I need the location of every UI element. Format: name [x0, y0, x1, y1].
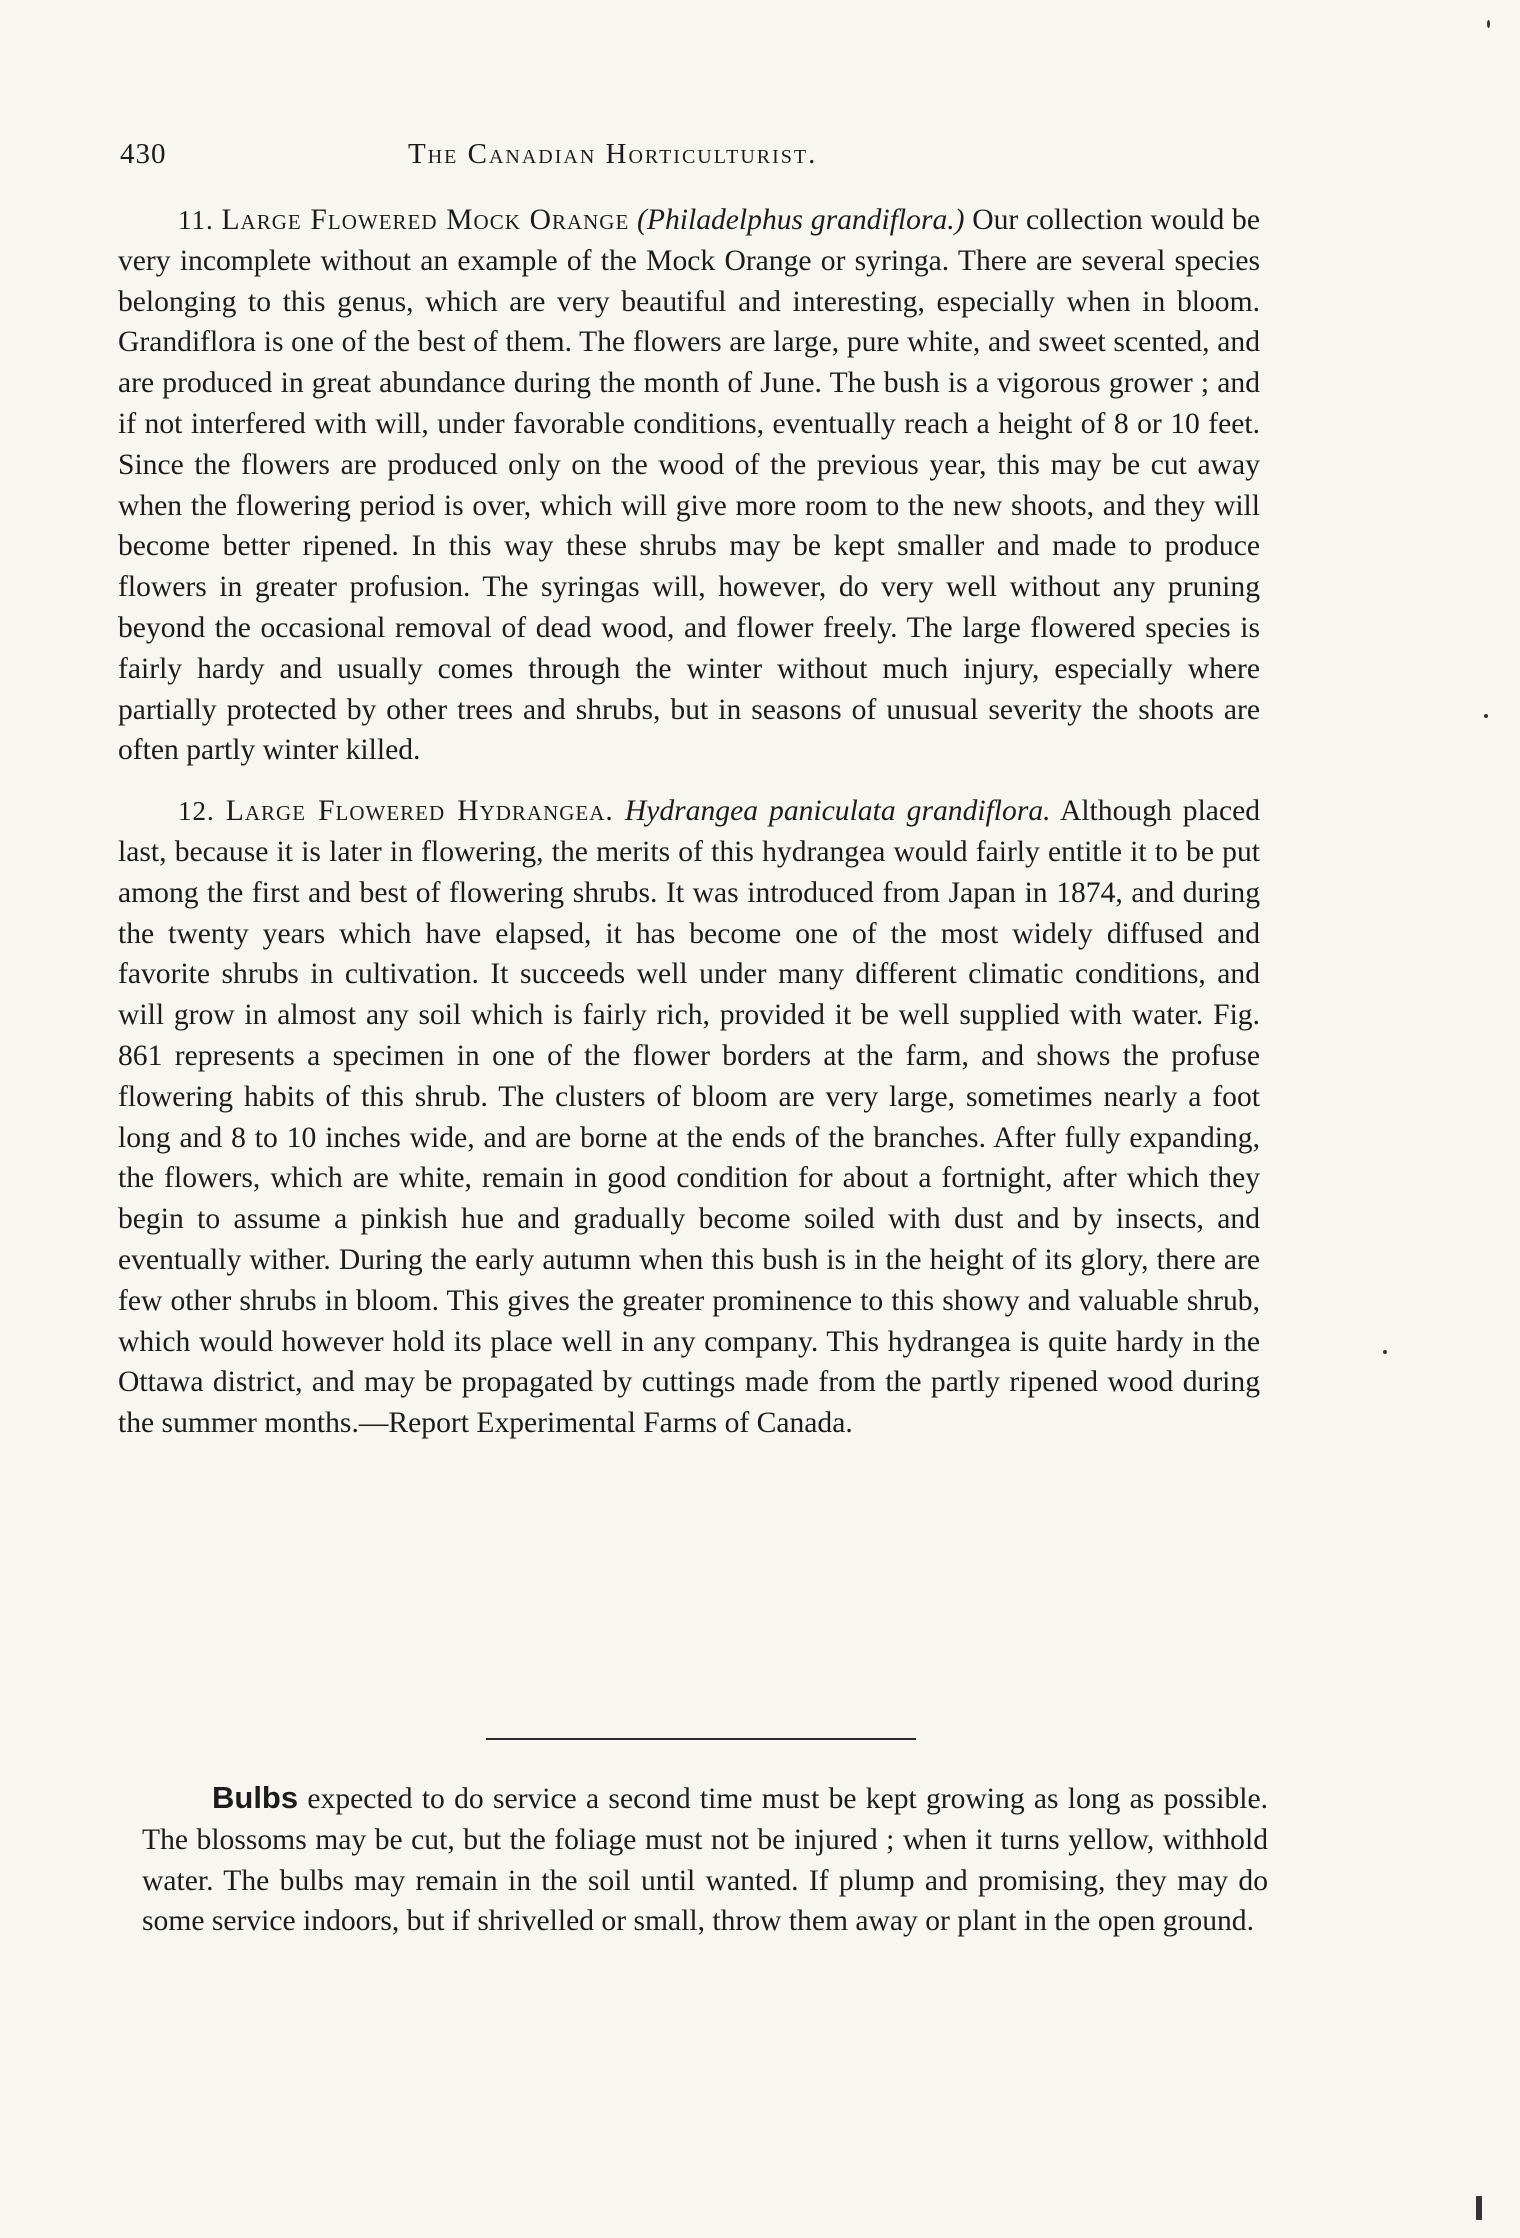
- section-number: 12.: [178, 796, 215, 827]
- section-number: 11.: [178, 205, 214, 235]
- page-number: 430: [120, 138, 167, 170]
- section-heading: Large Flowered Hydrangea.: [225, 795, 614, 828]
- latin-name: Hydrangea paniculata grandiflora.: [624, 795, 1051, 828]
- section-heading: Large Flowered Mock Orange: [221, 204, 630, 236]
- paragraph-text: Although placed last, because it is later in flowering, the merits of this hydrangea would fairly entitle it to be put among the first and best of flowering shrubs. It was introduced from Japan in 1874, and during the twenty years which have elapsed, it has become one of the most widely diffused and favorite shrubs in cultivation. It succeeds well under many different climatic conditions, and will grow in almost any soil which is fairly rich, provided it be well supplied with water. Fig. 861 represents a specimen in one of the flower borders at the farm, and shows the profuse flowering habits of this shrub. The clusters of bloom are very large, sometimes nearly a foot long and 8 to 10 inches wide, and are borne at the ends of the branches. After fully expanding, the flowers, which are white, remain in good condition for about a fortnight, after which they begin to assume a pinkish hue and gradually become soiled with dust and by insects, and eventually wither. During the early autumn when this bush is in the height of its glory, there are few other shrubs in bloom. This gives the greater prominence to this showy and valuable shrub, which would however hold its place well in any company. This hydrangea is quite hardy in the Ottawa district, and may be propagated by cuttings made from the partly ripened wood during the summer months.—Report Experimental Farms of Canada.: [118, 795, 1261, 1440]
- scan-speck: [1476, 2196, 1482, 2220]
- paragraph-text: expected to do service a second time must be kept growing as long as possible. The blossoms may be cut, but the foliage must not be injured ; when it turns yellow, withhold water. The bulbs may remain in the soil until wanted. If plump and promising, they may do some service indoors, but if shrivelled or small, throw them away or plant in the open ground.: [142, 1783, 1268, 1938]
- scan-speck: [1487, 20, 1490, 28]
- running-title: The Canadian Horticulturist.: [408, 138, 818, 170]
- section-divider: [486, 1738, 916, 1740]
- scan-speck: [1484, 714, 1488, 718]
- bulbs-lead-word: Bulbs: [212, 1780, 299, 1815]
- paragraph-mock-orange: [118, 200, 1260, 771]
- scan-speck: [1383, 1350, 1387, 1354]
- latin-name: (Philadelphus grandiflora.): [637, 204, 965, 236]
- article-body: [118, 200, 1260, 1444]
- page-header: [120, 138, 1260, 188]
- paragraph-text: Our collection would be very incomplete without an example of the Mock Orange or syringa. There are several species belonging to this genus, which are very beautiful and interesting, especially when in bloom. Grandiflora is one of the best of them. The flowers are large, pure white, and sweet scented, and are produced in great abundance during the month of June. The bush is a vigorous grower ; and if not interfered with will, under favorable conditions, eventually reach a height of 8 or 10 feet. Since the flowers are produced only on the wood of the previous year, this may be cut away when the flowering period is over, which will give more room to the new shoots, and they will become better ripened. In this way these shrubs may be kept smaller and made to produce flowers in greater profusion. The syringas will, however, do very well without any pruning beyond the occasional removal of dead wood, and flower freely. The large flowered species is fairly hardy and usually comes through the winter without much injury, especially where partially protected by other trees and shrubs, but in seasons of unusual severity the shoots are often partly winter killed.: [118, 204, 1260, 767]
- paragraph-hydrangea: [118, 791, 1260, 1444]
- paragraph-bulbs: [142, 1778, 1268, 1942]
